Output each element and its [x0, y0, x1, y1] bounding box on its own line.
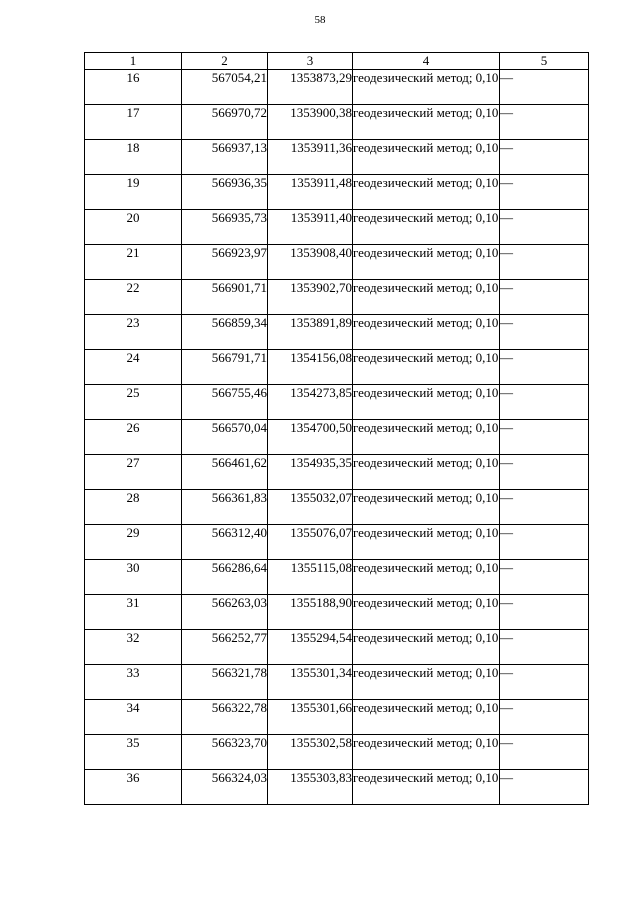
x-coordinate-cell: 566324,03 — [182, 770, 268, 805]
y-coordinate-cell: 1354273,85 — [268, 385, 353, 420]
method-accuracy-cell: геодезический метод; 0,10 — [353, 700, 500, 735]
x-coordinate-cell: 566936,35 — [182, 175, 268, 210]
point-number-cell: 20 — [85, 210, 182, 245]
table-row — [85, 385, 589, 420]
table-row — [85, 175, 589, 210]
x-coordinate-cell: 566937,13 — [182, 140, 268, 175]
method-accuracy-cell: геодезический метод; 0,10 — [353, 490, 500, 525]
y-coordinate-cell: 1355076,07 — [268, 525, 353, 560]
x-coordinate-cell: 566252,77 — [182, 630, 268, 665]
y-coordinate-cell: 1353900,38 — [268, 105, 353, 140]
point-number-cell: 22 — [85, 280, 182, 315]
method-accuracy-cell: геодезический метод; 0,10 — [353, 175, 500, 210]
point-number-cell: 35 — [85, 735, 182, 770]
point-number-cell: 32 — [85, 630, 182, 665]
method-accuracy-cell: геодезический метод; 0,10 — [353, 560, 500, 595]
notes-cell: — — [500, 315, 589, 350]
page-number: 58 — [314, 14, 326, 26]
x-coordinate-cell: 566970,72 — [182, 105, 268, 140]
point-number-cell: 25 — [85, 385, 182, 420]
notes-cell: — — [500, 770, 589, 805]
method-accuracy-cell: геодезический метод; 0,10 — [353, 105, 500, 140]
x-coordinate-cell: 566570,04 — [182, 420, 268, 455]
table-row — [85, 420, 589, 455]
column-header-4: 4 — [353, 53, 500, 70]
y-coordinate-cell: 1355188,90 — [268, 595, 353, 630]
method-accuracy-cell: геодезический метод; 0,10 — [353, 525, 500, 560]
method-accuracy-cell: геодезический метод; 0,10 — [353, 140, 500, 175]
y-coordinate-cell: 1353911,36 — [268, 140, 353, 175]
notes-cell: — — [500, 245, 589, 280]
notes-cell: — — [500, 105, 589, 140]
column-header-3: 3 — [268, 53, 353, 70]
notes-cell: — — [500, 735, 589, 770]
table-row — [85, 665, 589, 700]
notes-cell: — — [500, 280, 589, 315]
y-coordinate-cell: 1354700,50 — [268, 420, 353, 455]
method-accuracy-cell: геодезический метод; 0,10 — [353, 210, 500, 245]
table-row — [85, 140, 589, 175]
y-coordinate-cell: 1355301,34 — [268, 665, 353, 700]
notes-cell: — — [500, 385, 589, 420]
column-header-5: 5 — [500, 53, 589, 70]
x-coordinate-cell: 566263,03 — [182, 595, 268, 630]
x-coordinate-cell: 567054,21 — [182, 70, 268, 105]
point-number-cell: 24 — [85, 350, 182, 385]
notes-cell: — — [500, 420, 589, 455]
notes-cell: — — [500, 630, 589, 665]
x-coordinate-cell: 566322,78 — [182, 700, 268, 735]
method-accuracy-cell: геодезический метод; 0,10 — [353, 595, 500, 630]
x-coordinate-cell: 566923,97 — [182, 245, 268, 280]
y-coordinate-cell: 1353891,89 — [268, 315, 353, 350]
point-number-cell: 33 — [85, 665, 182, 700]
notes-cell: — — [500, 700, 589, 735]
table-row — [85, 245, 589, 280]
x-coordinate-cell: 566461,62 — [182, 455, 268, 490]
y-coordinate-cell: 1355302,58 — [268, 735, 353, 770]
table-row — [85, 70, 589, 105]
y-coordinate-cell: 1353911,48 — [268, 175, 353, 210]
table-row — [85, 350, 589, 385]
x-coordinate-cell: 566321,78 — [182, 665, 268, 700]
table-row — [85, 595, 589, 630]
method-accuracy-cell: геодезический метод; 0,10 — [353, 280, 500, 315]
notes-cell: — — [500, 175, 589, 210]
notes-cell: — — [500, 560, 589, 595]
table-row — [85, 735, 589, 770]
y-coordinate-cell: 1353902,70 — [268, 280, 353, 315]
point-number-cell: 19 — [85, 175, 182, 210]
y-coordinate-cell: 1355115,08 — [268, 560, 353, 595]
x-coordinate-cell: 566791,71 — [182, 350, 268, 385]
method-accuracy-cell: геодезический метод; 0,10 — [353, 350, 500, 385]
x-coordinate-cell: 566286,64 — [182, 560, 268, 595]
header-row — [85, 53, 589, 70]
table-row — [85, 210, 589, 245]
method-accuracy-cell: геодезический метод; 0,10 — [353, 770, 500, 805]
point-number-cell: 18 — [85, 140, 182, 175]
y-coordinate-cell: 1354935,35 — [268, 455, 353, 490]
x-coordinate-cell: 566935,73 — [182, 210, 268, 245]
point-number-cell: 17 — [85, 105, 182, 140]
x-coordinate-cell: 566312,40 — [182, 525, 268, 560]
y-coordinate-cell: 1353873,29 — [268, 70, 353, 105]
table-row — [85, 280, 589, 315]
method-accuracy-cell: геодезический метод; 0,10 — [353, 245, 500, 280]
y-coordinate-cell: 1355303,83 — [268, 770, 353, 805]
point-number-cell: 26 — [85, 420, 182, 455]
column-header-2: 2 — [182, 53, 268, 70]
table-body — [85, 70, 589, 805]
y-coordinate-cell: 1353911,40 — [268, 210, 353, 245]
notes-cell: — — [500, 350, 589, 385]
table-row — [85, 525, 589, 560]
notes-cell: — — [500, 210, 589, 245]
point-number-cell: 27 — [85, 455, 182, 490]
method-accuracy-cell: геодезический метод; 0,10 — [353, 455, 500, 490]
point-number-cell: 23 — [85, 315, 182, 350]
y-coordinate-cell: 1353908,40 — [268, 245, 353, 280]
table-row — [85, 630, 589, 665]
method-accuracy-cell: геодезический метод; 0,10 — [353, 420, 500, 455]
method-accuracy-cell: геодезический метод; 0,10 — [353, 315, 500, 350]
table-row — [85, 770, 589, 805]
x-coordinate-cell: 566755,46 — [182, 385, 268, 420]
table-row — [85, 490, 589, 525]
point-number-cell: 28 — [85, 490, 182, 525]
point-number-cell: 30 — [85, 560, 182, 595]
point-number-cell: 21 — [85, 245, 182, 280]
point-number-cell: 16 — [85, 70, 182, 105]
x-coordinate-cell: 566859,34 — [182, 315, 268, 350]
method-accuracy-cell: геодезический метод; 0,10 — [353, 70, 500, 105]
method-accuracy-cell: геодезический метод; 0,10 — [353, 630, 500, 665]
method-accuracy-cell: геодезический метод; 0,10 — [353, 385, 500, 420]
notes-cell: — — [500, 490, 589, 525]
table-row — [85, 315, 589, 350]
notes-cell: — — [500, 525, 589, 560]
column-header-1: 1 — [85, 53, 182, 70]
y-coordinate-cell: 1355032,07 — [268, 490, 353, 525]
table-row — [85, 560, 589, 595]
x-coordinate-cell: 566323,70 — [182, 735, 268, 770]
table-header — [85, 53, 589, 70]
y-coordinate-cell: 1355294,54 — [268, 630, 353, 665]
point-number-cell: 31 — [85, 595, 182, 630]
x-coordinate-cell: 566901,71 — [182, 280, 268, 315]
table-row — [85, 105, 589, 140]
y-coordinate-cell: 1354156,08 — [268, 350, 353, 385]
notes-cell: — — [500, 455, 589, 490]
x-coordinate-cell: 566361,83 — [182, 490, 268, 525]
point-number-cell: 36 — [85, 770, 182, 805]
notes-cell: — — [500, 140, 589, 175]
method-accuracy-cell: геодезический метод; 0,10 — [353, 735, 500, 770]
notes-cell: — — [500, 70, 589, 105]
coordinates-table — [84, 52, 589, 805]
table-row — [85, 455, 589, 490]
point-number-cell: 29 — [85, 525, 182, 560]
point-number-cell: 34 — [85, 700, 182, 735]
method-accuracy-cell: геодезический метод; 0,10 — [353, 665, 500, 700]
table-row — [85, 700, 589, 735]
notes-cell: — — [500, 595, 589, 630]
notes-cell: — — [500, 665, 589, 700]
y-coordinate-cell: 1355301,66 — [268, 700, 353, 735]
